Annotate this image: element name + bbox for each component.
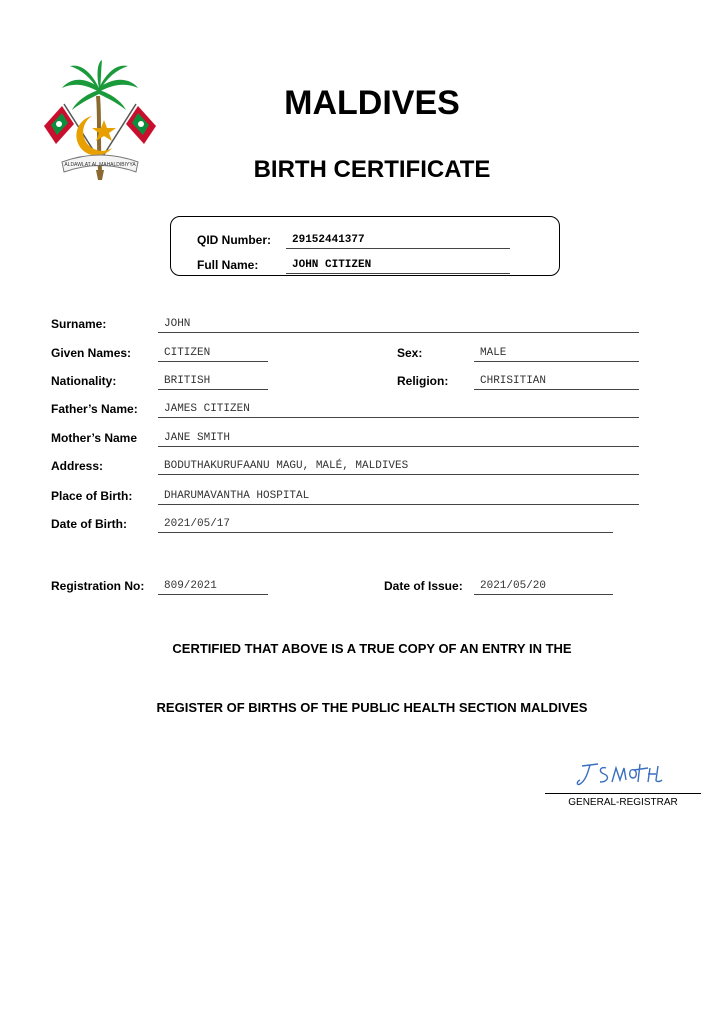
- registration-no-value: 809/2021: [158, 580, 268, 595]
- father-name-label: Father’s Name:: [51, 402, 138, 416]
- given-names-value: CITIZEN: [158, 347, 268, 362]
- sex-value: MALE: [474, 347, 639, 362]
- date-of-birth-value: 2021/05/17: [158, 518, 613, 533]
- given-names-label: Given Names:: [51, 346, 132, 360]
- qid-label: QID Number:: [197, 233, 272, 247]
- mother-name-label: Mother’s Name: [51, 431, 138, 445]
- sex-label: Sex:: [397, 346, 423, 360]
- date-of-birth-label: Date of Birth:: [51, 517, 127, 531]
- place-of-birth-value: DHARUMAVANTHA HOSPITAL: [158, 490, 639, 505]
- document-title: BIRTH CERTIFICATE: [253, 156, 491, 183]
- nationality-value: BRITISH: [158, 375, 268, 390]
- nationality-label: Nationality:: [51, 374, 117, 388]
- date-of-issue-label: Date of Issue:: [384, 579, 463, 593]
- signature-line: [545, 793, 701, 794]
- registration-no-label: Registration No:: [51, 579, 145, 593]
- qid-value: 29152441377: [286, 234, 510, 249]
- signature-caption: GENERAL-REGISTRAR: [568, 797, 678, 808]
- signature: [572, 758, 668, 790]
- religion-label: Religion:: [397, 374, 449, 388]
- place-of-birth-label: Place of Birth:: [51, 489, 133, 503]
- address-label: Address:: [51, 459, 104, 473]
- country-title: MALDIVES: [284, 84, 460, 122]
- religion-value: CHRISITIAN: [474, 375, 639, 390]
- date-of-issue-value: 2021/05/20: [474, 580, 613, 595]
- certification-line-1: CERTIFIED THAT ABOVE IS A TRUE COPY OF AN ENTRY IN THE: [172, 641, 572, 656]
- svg-text:ALDAWLAT AL MAHALDIBIYYA: ALDAWLAT AL MAHALDIBIYYA: [64, 162, 136, 168]
- surname-value: JOHN: [158, 318, 639, 333]
- fullname-value: JOHN CITIZEN: [286, 259, 510, 274]
- surname-label: Surname:: [51, 317, 107, 331]
- address-value: BODUTHAKURUFAANU MAGU, MALÉ, MALDIVES: [158, 460, 639, 475]
- mother-name-value: JANE SMITH: [158, 432, 639, 447]
- father-name-value: JAMES CITIZEN: [158, 403, 639, 418]
- fullname-label: Full Name:: [197, 258, 259, 272]
- certification-line-2: REGISTER OF BIRTHS OF THE PUBLIC HEALTH SECTION MALDIVES: [156, 700, 588, 715]
